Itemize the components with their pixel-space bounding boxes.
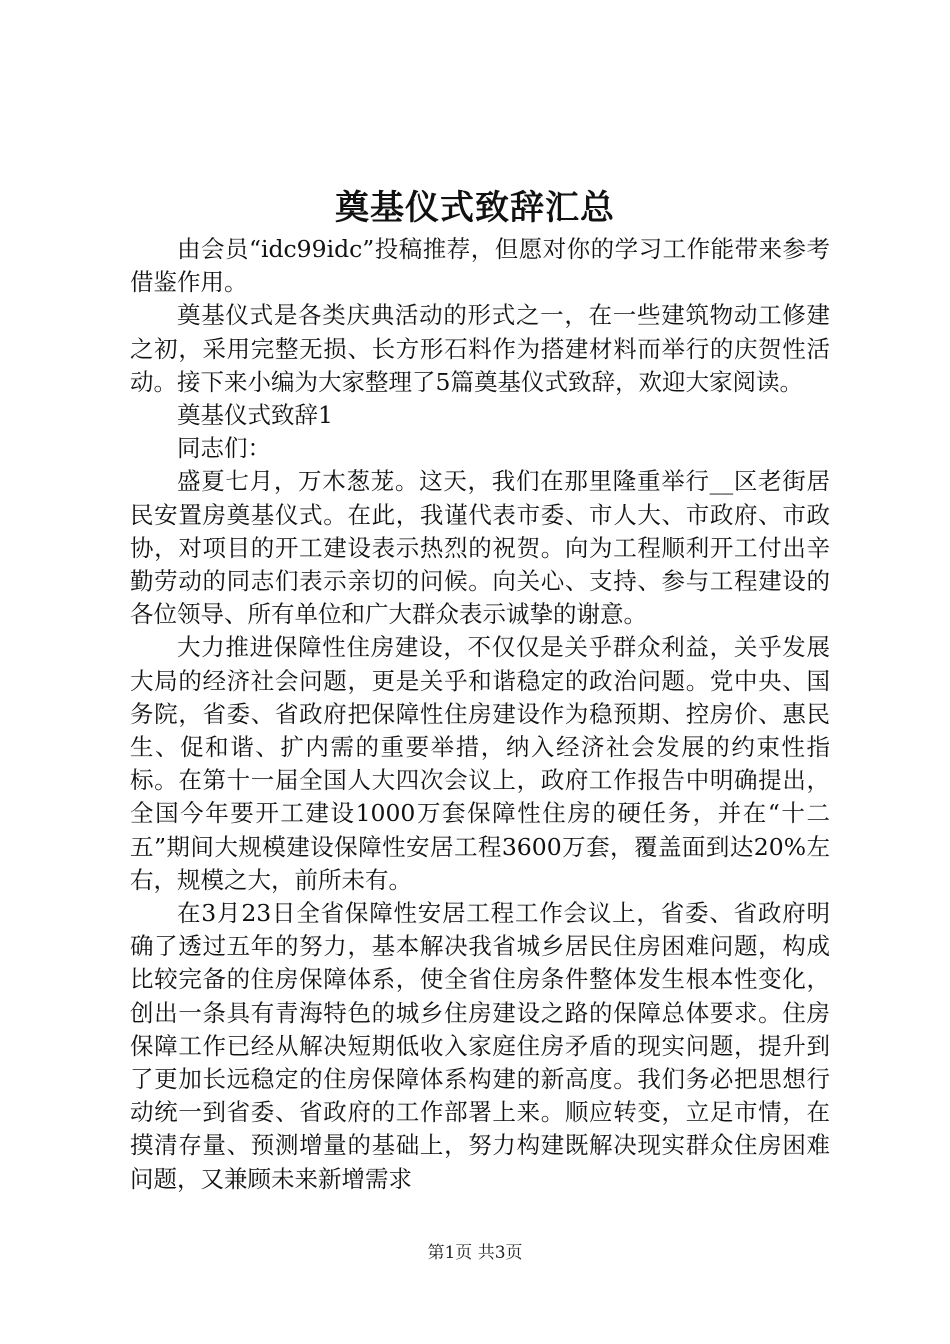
paragraph-opening: 盛夏七月，万木葱茏。这天，我们在那里隆重举行__区老街居民安置房奠基仪式。在此，我谨代表市委、市人大、市政府、市政协，对项目的开工建设表示热烈的祝贺。向为工程顺利开工付出辛勤劳动的同志们表示亲切的问候。向关心、支持、参与工程建设的各位领导、所有单位和广大群众表示诚挚的谢意。 — [130, 467, 830, 629]
document-body — [130, 233, 830, 1196]
paragraph-description: 奠基仪式是各类庆典活动的形式之一，在一些建筑物动工修建之初，采用完整无损、长方形石料作为搭建材料而举行的庆贺性活动。接下来小编为大家整理了5篇奠基仪式致辞，欢迎大家阅读。 — [130, 301, 830, 396]
paragraph-intro: 由会员“idc99idc”投稿推荐，但愿对你的学习工作能带来参考借鉴作用。 — [130, 235, 830, 297]
paragraph-housing-policy: 大力推进保障性住房建设，不仅仅是关乎群众利益，关乎发展大局的经济社会问题，更是关乎和谐稳定的政治问题。党中央、国务院，省委、省政府把保障性住房建设作为稳预期、控房价、惠民生、促和谐、扩内需的重要举措，纳入经济社会发展的约束性指标。在第十一届全国人大四次会议上，政府工作报告中明确提出，全国今年要开工建设1000万套保障性住房的硬任务，并在“十二五”期间大规模建设保障性安居工程3600万套，覆盖面到达20%左右，规模之大，前所未有。 — [130, 633, 830, 894]
salutation: 同志们： — [177, 434, 271, 463]
page-footer: 第1页 共3页 — [427, 1243, 523, 1263]
document-title: 奠基仪式致辞汇总 — [335, 188, 615, 228]
section-heading: 奠基仪式致辞1 — [177, 401, 333, 430]
paragraph-provincial-meeting: 在3月23日全省保障性安居工程工作会议上，省委、省政府明确了透过五年的努力，基本解决我省城乡居民住房困难问题，构成比较完备的住房保障体系，使全省住房条件整体发生根本性变化，创出一条具有青海特色的城乡住房建设之路的保障总体要求。住房保障工作已经从解决短期低收入家庭住房矛盾的现实问题，提升到了更加长远稳定的住房保障体系构建的新高度。我们务必把思想行动统一到省委、省政府的工作部署上来。顺应转变，立足市情，在摸清存量、预测增量的基础上，努力构建既解决现实群众住房困难问题，又兼顾未来新增需求 — [130, 899, 830, 1193]
